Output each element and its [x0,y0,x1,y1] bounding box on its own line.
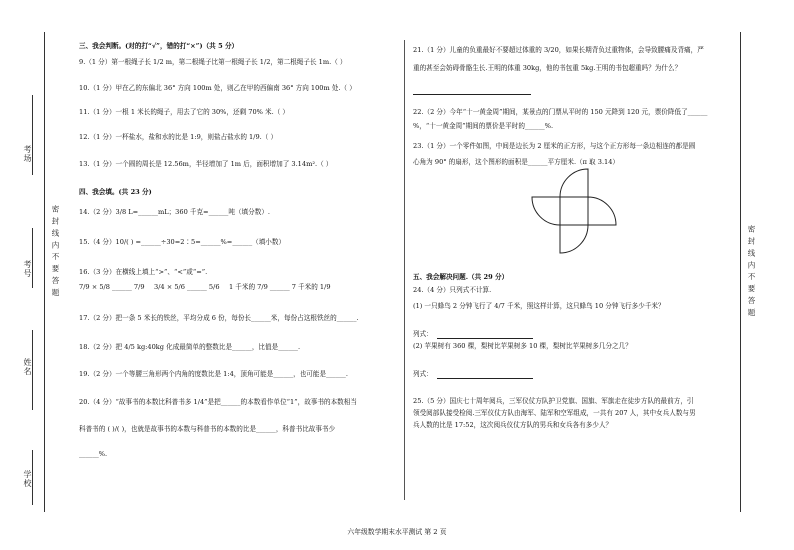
question-20-line-2: 科普书的 ( )/( )，也就是故事书的本数与科普书的本数的比是______，科普书比故事书少 [79,425,336,433]
question-14: 14.（2 分）3/8 L=______mL；360 千克=______吨（填分数）. [79,208,271,216]
question-24-2: (2) 苹果树有 360 棵，梨树比苹果树多 10 棵，梨树比苹果树多几分之几？ [413,342,632,350]
answer-line-1[interactable] [437,338,533,339]
question-9: 9.（1 分）第一根绳子长 1/2 m，第二根绳子比第一根绳子长 1/2，第二根绳子长 1m.（ ） [79,58,347,66]
label-xingming: 姓名 [23,358,32,376]
question-19: 19.（2 分）一个等腰三角形两个内角的度数比是 1:4，顶角可能是______，也可能是______. [79,370,348,378]
question-24-intro: 24.（4 分）只列式不计算. [413,286,492,294]
seal-notice-right: 密 封 线 内 不 要 答 题 [747,225,756,317]
question-16-c: 1 千米的 7/9 ______ 7 千米的 1/9 [229,283,331,291]
question-25-line-3: 兵人数的比是 17:52，这次阅兵仪仗方队的男兵和女兵各有多少人？ [413,421,613,429]
figure-sector-top [560,169,588,197]
answer-label-2: 列式： [413,370,433,378]
binding-border-right [740,32,742,512]
section-4-title: 四、我会填。(共 23 分) [79,188,152,196]
label-kaochang: 考场 [23,145,32,163]
question-15: 15.（4 分）10/( ) =______÷30=2∶5=______%=______（填小数） [79,238,286,246]
question-16-a: 7/9 × 5/8 ______ 7/9 [79,283,145,291]
seal-notice-left: 密 封 线 内 不 要 答 题 [51,205,60,297]
question-16-b: 3/4 × 5/6 ______ 5/6 [154,283,220,291]
name-line-1 [32,95,33,175]
question-23-figure [525,168,625,260]
section-5-title: 五、我会解决问题.（共 29 分） [413,273,509,281]
section-3-title: 三、我会判断。(对的打“√”，错的打“×”)（共 5 分） [79,42,239,50]
figure-sector-left [532,197,560,225]
question-21-line-2: 重的甚至会妨碍骨骼生长.王明的体重 30kg，他的书包重 5kg.王明的书包超重吗？为什么？ [413,64,682,72]
figure-center-square [560,197,588,225]
binding-border-left [44,32,46,512]
question-23-line-1: 23.（1 分）一个零件如图，中间是边长为 2 厘米的正方形，与这个正方形每一条边相连的都是圆 [413,142,696,150]
question-17: 17.（2 分）把一条 5 米长的铁丝，平均分成 6 份，每份长______米，每份占这根铁丝的______. [79,314,359,322]
figure-sector-right [588,197,616,225]
question-25-line-2: 领受阅部队接受检阅.三军仪仗方队由海军、陆军和空军组成，一共有 207 人，其中女兵人数与男 [413,409,696,417]
question-11: 11.（1 分）一根 1 米长的绳子，用去了它的 30%，还剩 70% 米.（ ） [79,108,290,116]
figure-sector-bottom [560,225,588,253]
question-21-answer-line[interactable] [413,94,531,95]
page-footer: 六年级数学期末水平测试 第 2 页 [347,528,447,536]
question-23-line-2: 心角为 90° 的扇形，这个图形的面积是______平方厘米.（π 取 3.14） [413,158,620,166]
question-10: 10.（1 分）甲在乙的东偏北 36° 方向 100m 处，则乙在甲的西偏南 36° 方向 100m 处.（ ） [79,84,356,92]
name-line-2 [32,228,33,288]
question-20-line-3: ______%. [79,450,108,458]
question-18: 18.（2 分）把 4/5 kg:40kg 化成最简单的整数比是______，比值是______. [79,343,301,351]
label-xuexiao: 学校 [23,470,32,488]
question-12: 12.（1 分）一杯盐水，盐和水的比是 1:9，则盐占盐水的 1/9.（ ） [79,133,278,141]
question-16: 16.（3 分）在横线上填上“>”、“<”或“=”. [79,268,208,276]
question-21-line-1: 21.（1 分）儿童的负重最好不要超过体重的 3/20，如果长期背负过重物体，会导致腰痛及背痛，严 [413,46,704,54]
answer-line-2[interactable] [437,378,533,379]
question-22-line-2: %，“十一黄金周”期间的票价是平时的______%. [413,122,554,130]
question-13: 13.（1 分）一个圆的周长是 12.56m，半径增加了 1m 后，面积增加了 3.14m².（ ） [79,160,333,168]
column-divider [404,40,405,500]
question-24-1: (1) 一只蜂鸟 2 分钟飞行了 4/7 千米，照这样计算，这只蜂鸟 10 分钟飞行多少千米？ [413,302,665,310]
answer-label-1: 列式： [413,330,433,338]
question-20-line-1: 20.（4 分）“故事书的本数比科普书多 1/4”是把______的本数看作单位“1”，故事书的本数相当 [79,398,357,406]
label-kaohao: 考号 [23,260,32,278]
question-22-line-1: 22.（2 分）今年“十一黄金周”期间，某景点的门票从平时的 150 元降到 120 元，票价降低了______ [413,108,708,116]
question-25-line-1: 25.（5 分）国庆七十周年阅兵，三军仪仗方队护卫党旗、国旗、军旗走在徒步方队的最前方，引 [413,397,694,405]
